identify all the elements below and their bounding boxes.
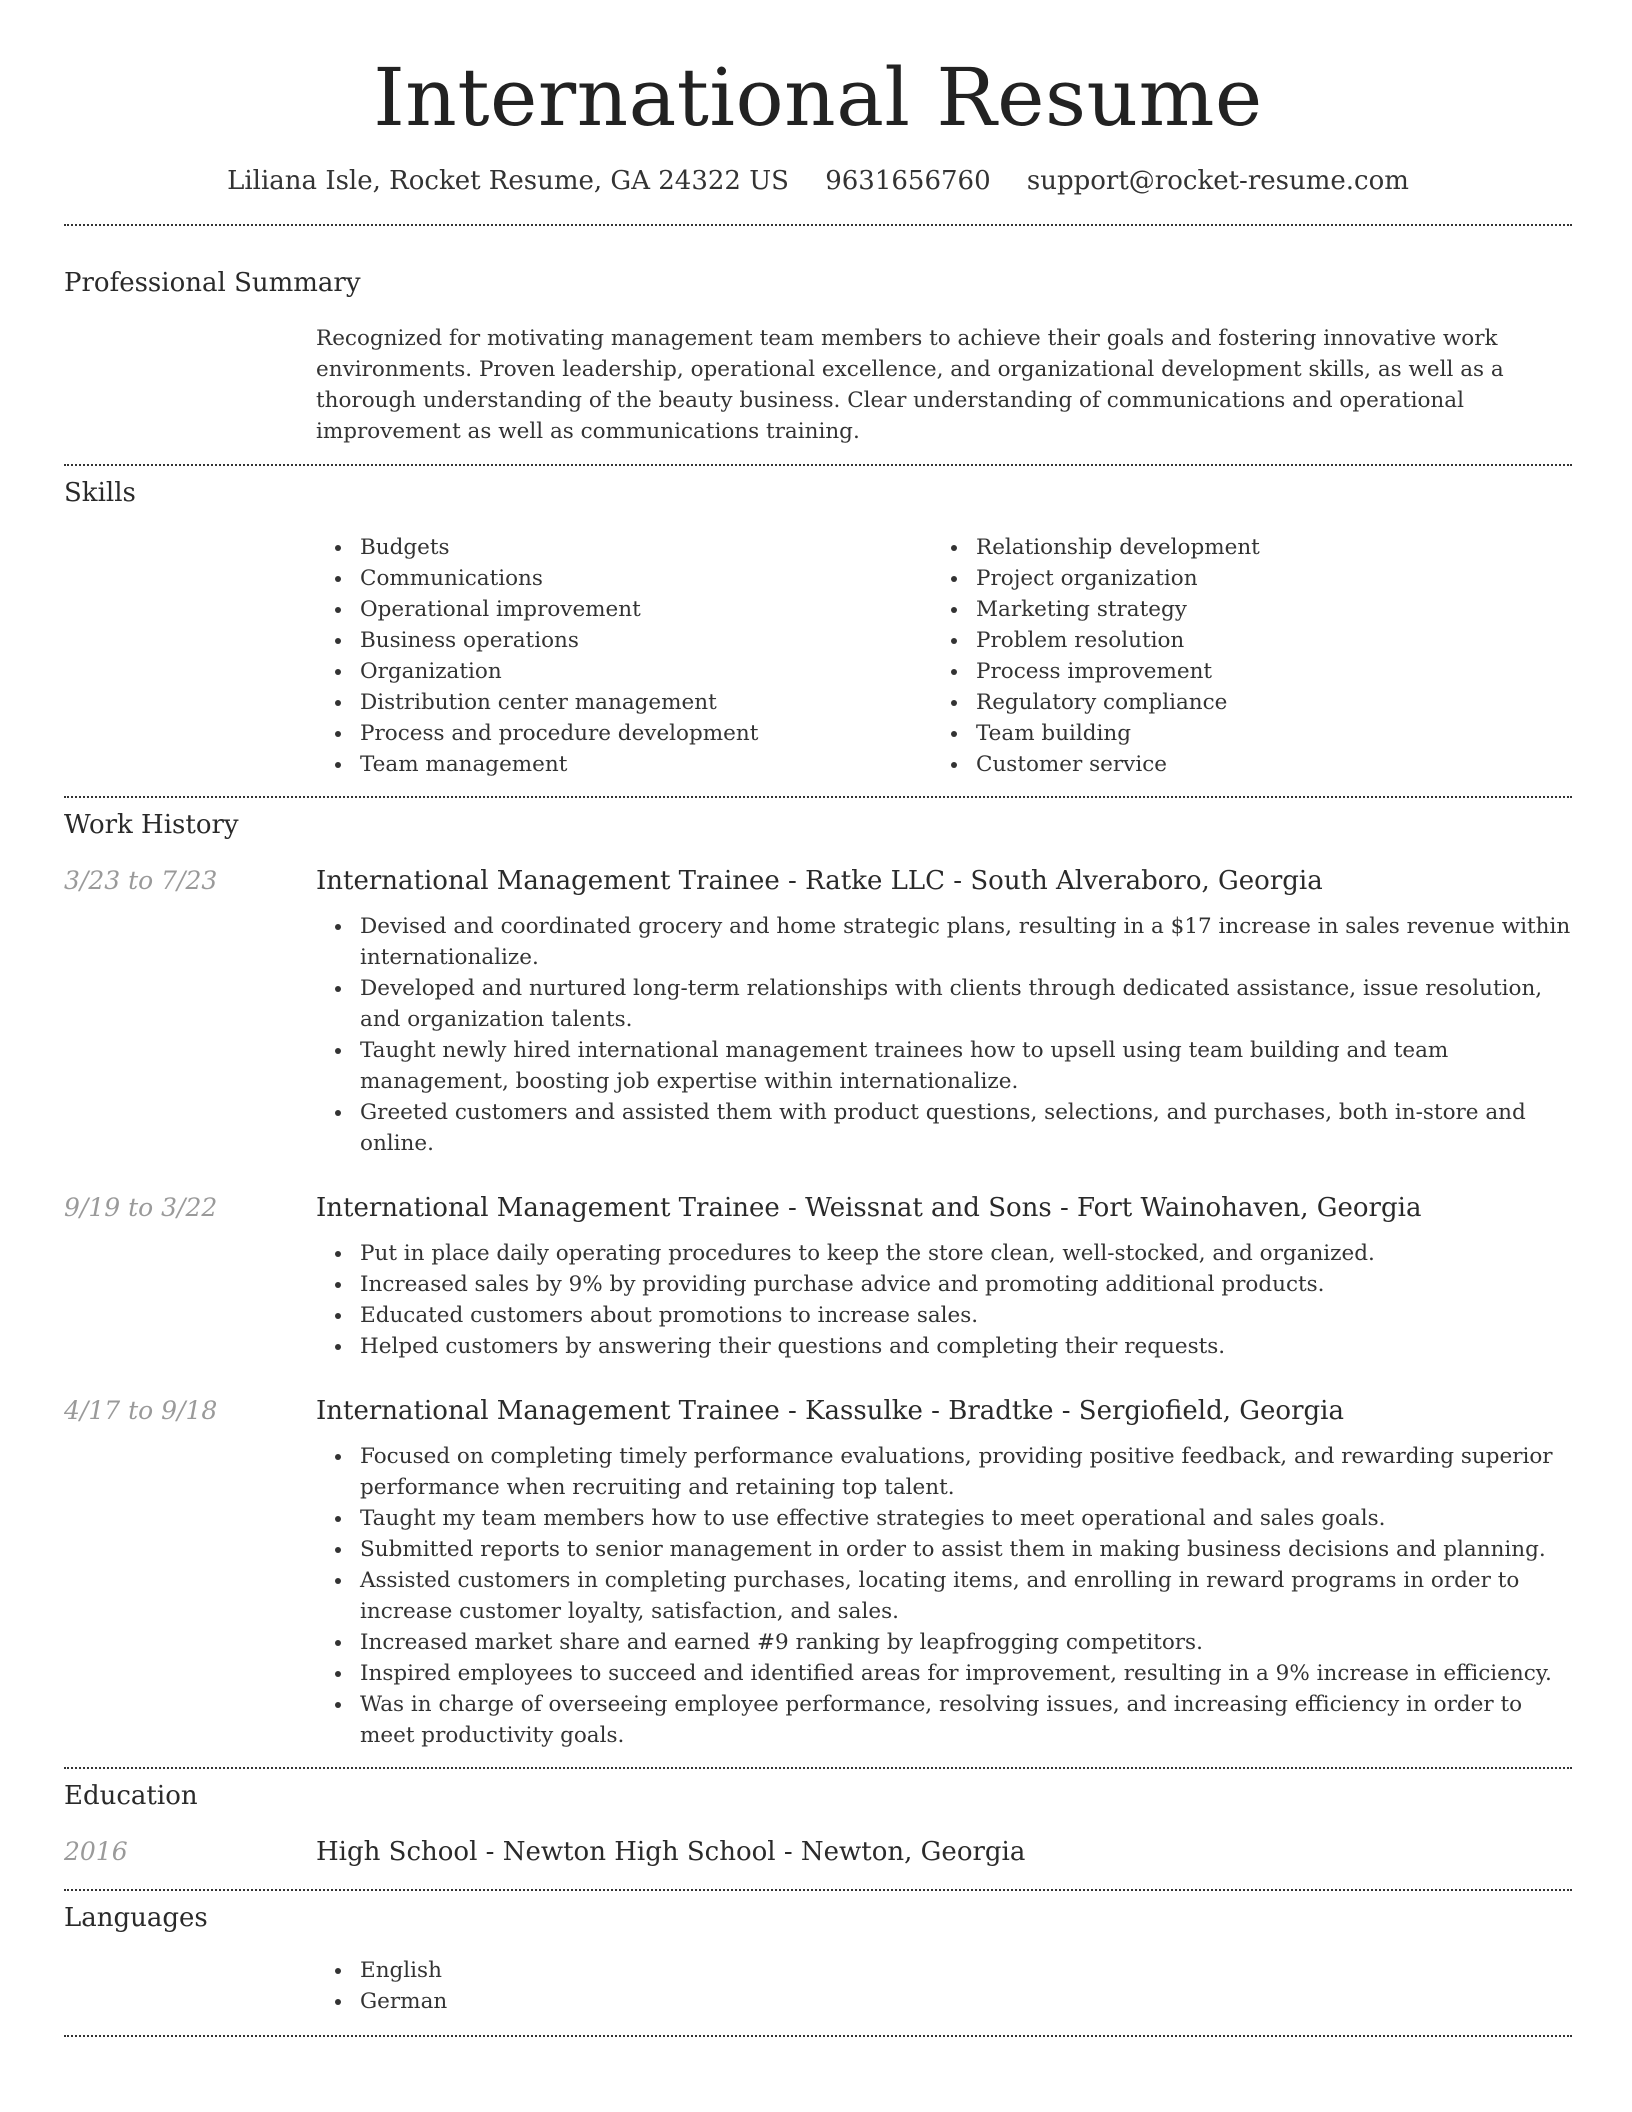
skill-item: Budgets <box>360 532 932 563</box>
job-bullet: Assisted customers in completing purchases, locating items, and enrolling in reward programs in order to increase customer loyalty, satisfaction, and sales. <box>360 1565 1572 1627</box>
job-title: International Management Trainee - Ratke LLC - South Alveraboro, Georgia <box>316 866 1323 896</box>
job-entry <box>64 1396 1572 1751</box>
job-bullet: Increased sales by 9% by providing purchase advice and promoting additional products. <box>360 1269 1572 1300</box>
languages-list <box>316 1955 1572 2017</box>
skill-item: Marketing strategy <box>976 594 1548 625</box>
skill-item: Team management <box>360 749 932 780</box>
summary-title: Professional Summary <box>64 268 361 298</box>
job-bullets <box>316 911 1572 1159</box>
resume-name: International Resume <box>373 51 1263 144</box>
skill-item: Business operations <box>360 625 932 656</box>
job-entry <box>64 1193 1572 1362</box>
divider <box>64 796 1572 798</box>
job-bullet: Educated customers about promotions to increase sales. <box>360 1300 1572 1331</box>
language-item: English <box>360 1955 1572 1986</box>
job-title: International Management Trainee - Kassulke - Bradtke - Sergiofield, Georgia <box>316 1396 1344 1426</box>
job-bullet: Focused on completing timely performance evaluations, providing positive feedback, and rewarding superior performance when recruiting and retaining top talent. <box>360 1441 1572 1503</box>
job-bullet: Taught newly hired international management trainees how to upsell using team building and team management, boosting job expertise within internationalize. <box>360 1035 1572 1097</box>
summary-text: Recognized for motivating management team members to achieve their goals and fostering innovative work environments. Proven leadership, operational excellence, and organizational development skills, as well as a thorough understanding of the beauty business. Clear understanding of communications and operational improvement as well as communications training. <box>316 326 1504 444</box>
job-bullet: Increased market share and earned #9 ranking by leapfrogging competitors. <box>360 1627 1572 1658</box>
job-bullet: Greeted customers and assisted them with product questions, selections, and purchases, both in-store and online. <box>360 1097 1572 1159</box>
contact-phone: 9631656760 <box>825 166 991 196</box>
divider <box>64 464 1572 466</box>
skill-item: Operational improvement <box>360 594 932 625</box>
divider <box>64 1767 1572 1769</box>
resume-page <box>64 0 1572 2037</box>
skill-item: Organization <box>360 656 932 687</box>
contact-email: support@rocket-resume.com <box>1026 166 1409 196</box>
resume-header <box>64 0 1572 196</box>
skills-title: Skills <box>64 478 136 508</box>
job-dates: 4/17 to 9/18 <box>64 1396 218 1425</box>
job-bullet: Put in place daily operating procedures to keep the store clean, well-stocked, and organized. <box>360 1238 1572 1269</box>
skill-item: Communications <box>360 563 932 594</box>
education-heading: High School - Newton High School - Newton, Georgia <box>316 1837 1026 1867</box>
work-title: Work History <box>64 810 239 840</box>
job-bullet: Developed and nurtured long-term relationships with clients through dedicated assistance, issue resolution, and organization talents. <box>360 973 1572 1035</box>
job-bullet: Devised and coordinated grocery and home strategic plans, resulting in a $17 increase in sales revenue within internationalize. <box>360 911 1572 973</box>
divider <box>64 2035 1572 2037</box>
skill-item: Problem resolution <box>976 625 1548 656</box>
skill-item: Project organization <box>976 563 1548 594</box>
skill-item: Process improvement <box>976 656 1548 687</box>
job-entry <box>64 866 1572 1159</box>
skill-item: Process and procedure development <box>360 718 932 749</box>
job-header <box>64 1396 1572 1426</box>
skills-list-right <box>932 532 1548 780</box>
job-bullet: Taught my team members how to use effective strategies to meet operational and sales goals. <box>360 1503 1572 1534</box>
job-title: International Management Trainee - Weissnat and Sons - Fort Wainohaven, Georgia <box>316 1193 1422 1223</box>
skills-grid <box>316 532 1572 780</box>
job-bullet: Inspired employees to succeed and identified areas for improvement, resulting in a 9% increase in efficiency. <box>360 1658 1572 1689</box>
job-dates: 3/23 to 7/23 <box>64 866 218 895</box>
job-dates: 9/19 to 3/22 <box>64 1193 218 1222</box>
job-bullets <box>316 1441 1572 1751</box>
job-bullet: Was in charge of overseeing employee performance, resolving issues, and increasing efficiency in order to meet productivity goals. <box>360 1689 1572 1751</box>
language-item: German <box>360 1986 1572 2017</box>
education-year: 2016 <box>64 1837 128 1866</box>
skill-item: Relationship development <box>976 532 1548 563</box>
job-header <box>64 1193 1572 1223</box>
skill-item: Distribution center management <box>360 687 932 718</box>
skill-item: Team building <box>976 718 1548 749</box>
education-title: Education <box>64 1781 198 1811</box>
skills-list-left <box>316 532 932 780</box>
languages-title: Languages <box>64 1903 208 1933</box>
divider <box>64 1889 1572 1891</box>
contact-line <box>64 166 1572 196</box>
job-header <box>64 866 1572 896</box>
skill-item: Regulatory compliance <box>976 687 1548 718</box>
job-bullet: Helped customers by answering their questions and completing their requests. <box>360 1331 1572 1362</box>
skill-item: Customer service <box>976 749 1548 780</box>
job-bullets <box>316 1238 1572 1362</box>
divider <box>64 224 1572 226</box>
education-entry <box>64 1837 1572 1867</box>
contact-address: Liliana Isle, Rocket Resume, GA 24322 US <box>227 166 789 196</box>
job-bullet: Submitted reports to senior management in order to assist them in making business decisions and planning. <box>360 1534 1572 1565</box>
